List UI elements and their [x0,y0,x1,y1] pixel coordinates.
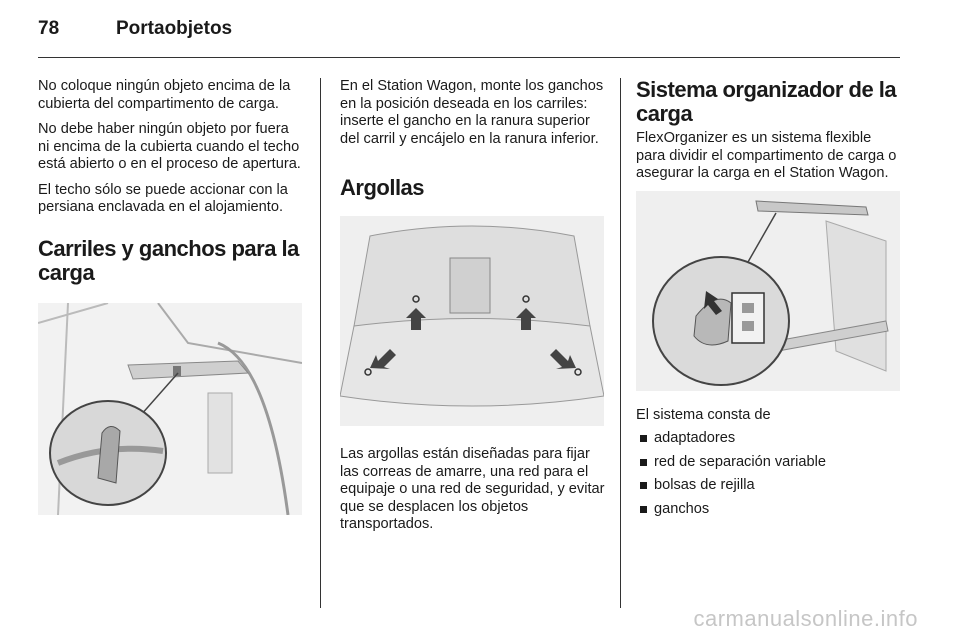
flexorganizer-illustration [636,191,900,391]
list-item: red de separación variable [636,454,902,472]
rails-hooks-illustration [38,303,302,515]
component-list [636,430,902,518]
column-right [636,78,902,524]
section-heading-organizer: Sistema organizador de la carga [636,77,897,126]
page-header [38,18,232,48]
list-item: bolsas de rejilla [636,477,902,495]
paragraph: Las argollas están diseñadas para fijar las correas de amarre, una red para el equipaje o una red de seguridad, y evitar que se desplacen los objetos transportados. [340,446,605,532]
section-heading-argollas: Argollas [340,175,425,200]
list-intro: El sistema consta de [636,406,771,423]
paragraph: En el Station Wagon, monte los ganchos en la posición deseada en los carriles: inserte el gancho en la ranura superior del carril y encájelo en la ranura inferior. [340,78,604,147]
header-divider [38,57,900,58]
watermark: carmanualsonline.info [693,606,918,631]
column-left [38,78,304,515]
column-divider [620,78,621,608]
paragraph: No debe haber ningún objeto por fuera ni encima de la cubierta cuando el techo está abierto o en el proceso de apertura. [38,121,301,172]
paragraph: El techo sólo se puede accionar con la persiana enclavada en el alojamiento. [38,181,288,215]
list-item: ganchos [636,501,902,519]
section-heading-rails: Carriles y ganchos para la carga [38,235,299,285]
page-number: 78 [38,18,60,39]
column-middle [340,78,608,542]
paragraph: FlexOrganizer es un sistema flexible para dividir el compartimento de carga o asegurar la carga en el Station Wagon. [636,130,897,181]
page-title: Portaobjetos [116,18,233,39]
paragraph: No coloque ningún objeto encima de la cubierta del compartimento de carga. [38,78,291,112]
list-item: adaptadores [636,430,902,448]
column-divider [320,78,321,608]
cargo-rings-illustration [340,216,604,426]
